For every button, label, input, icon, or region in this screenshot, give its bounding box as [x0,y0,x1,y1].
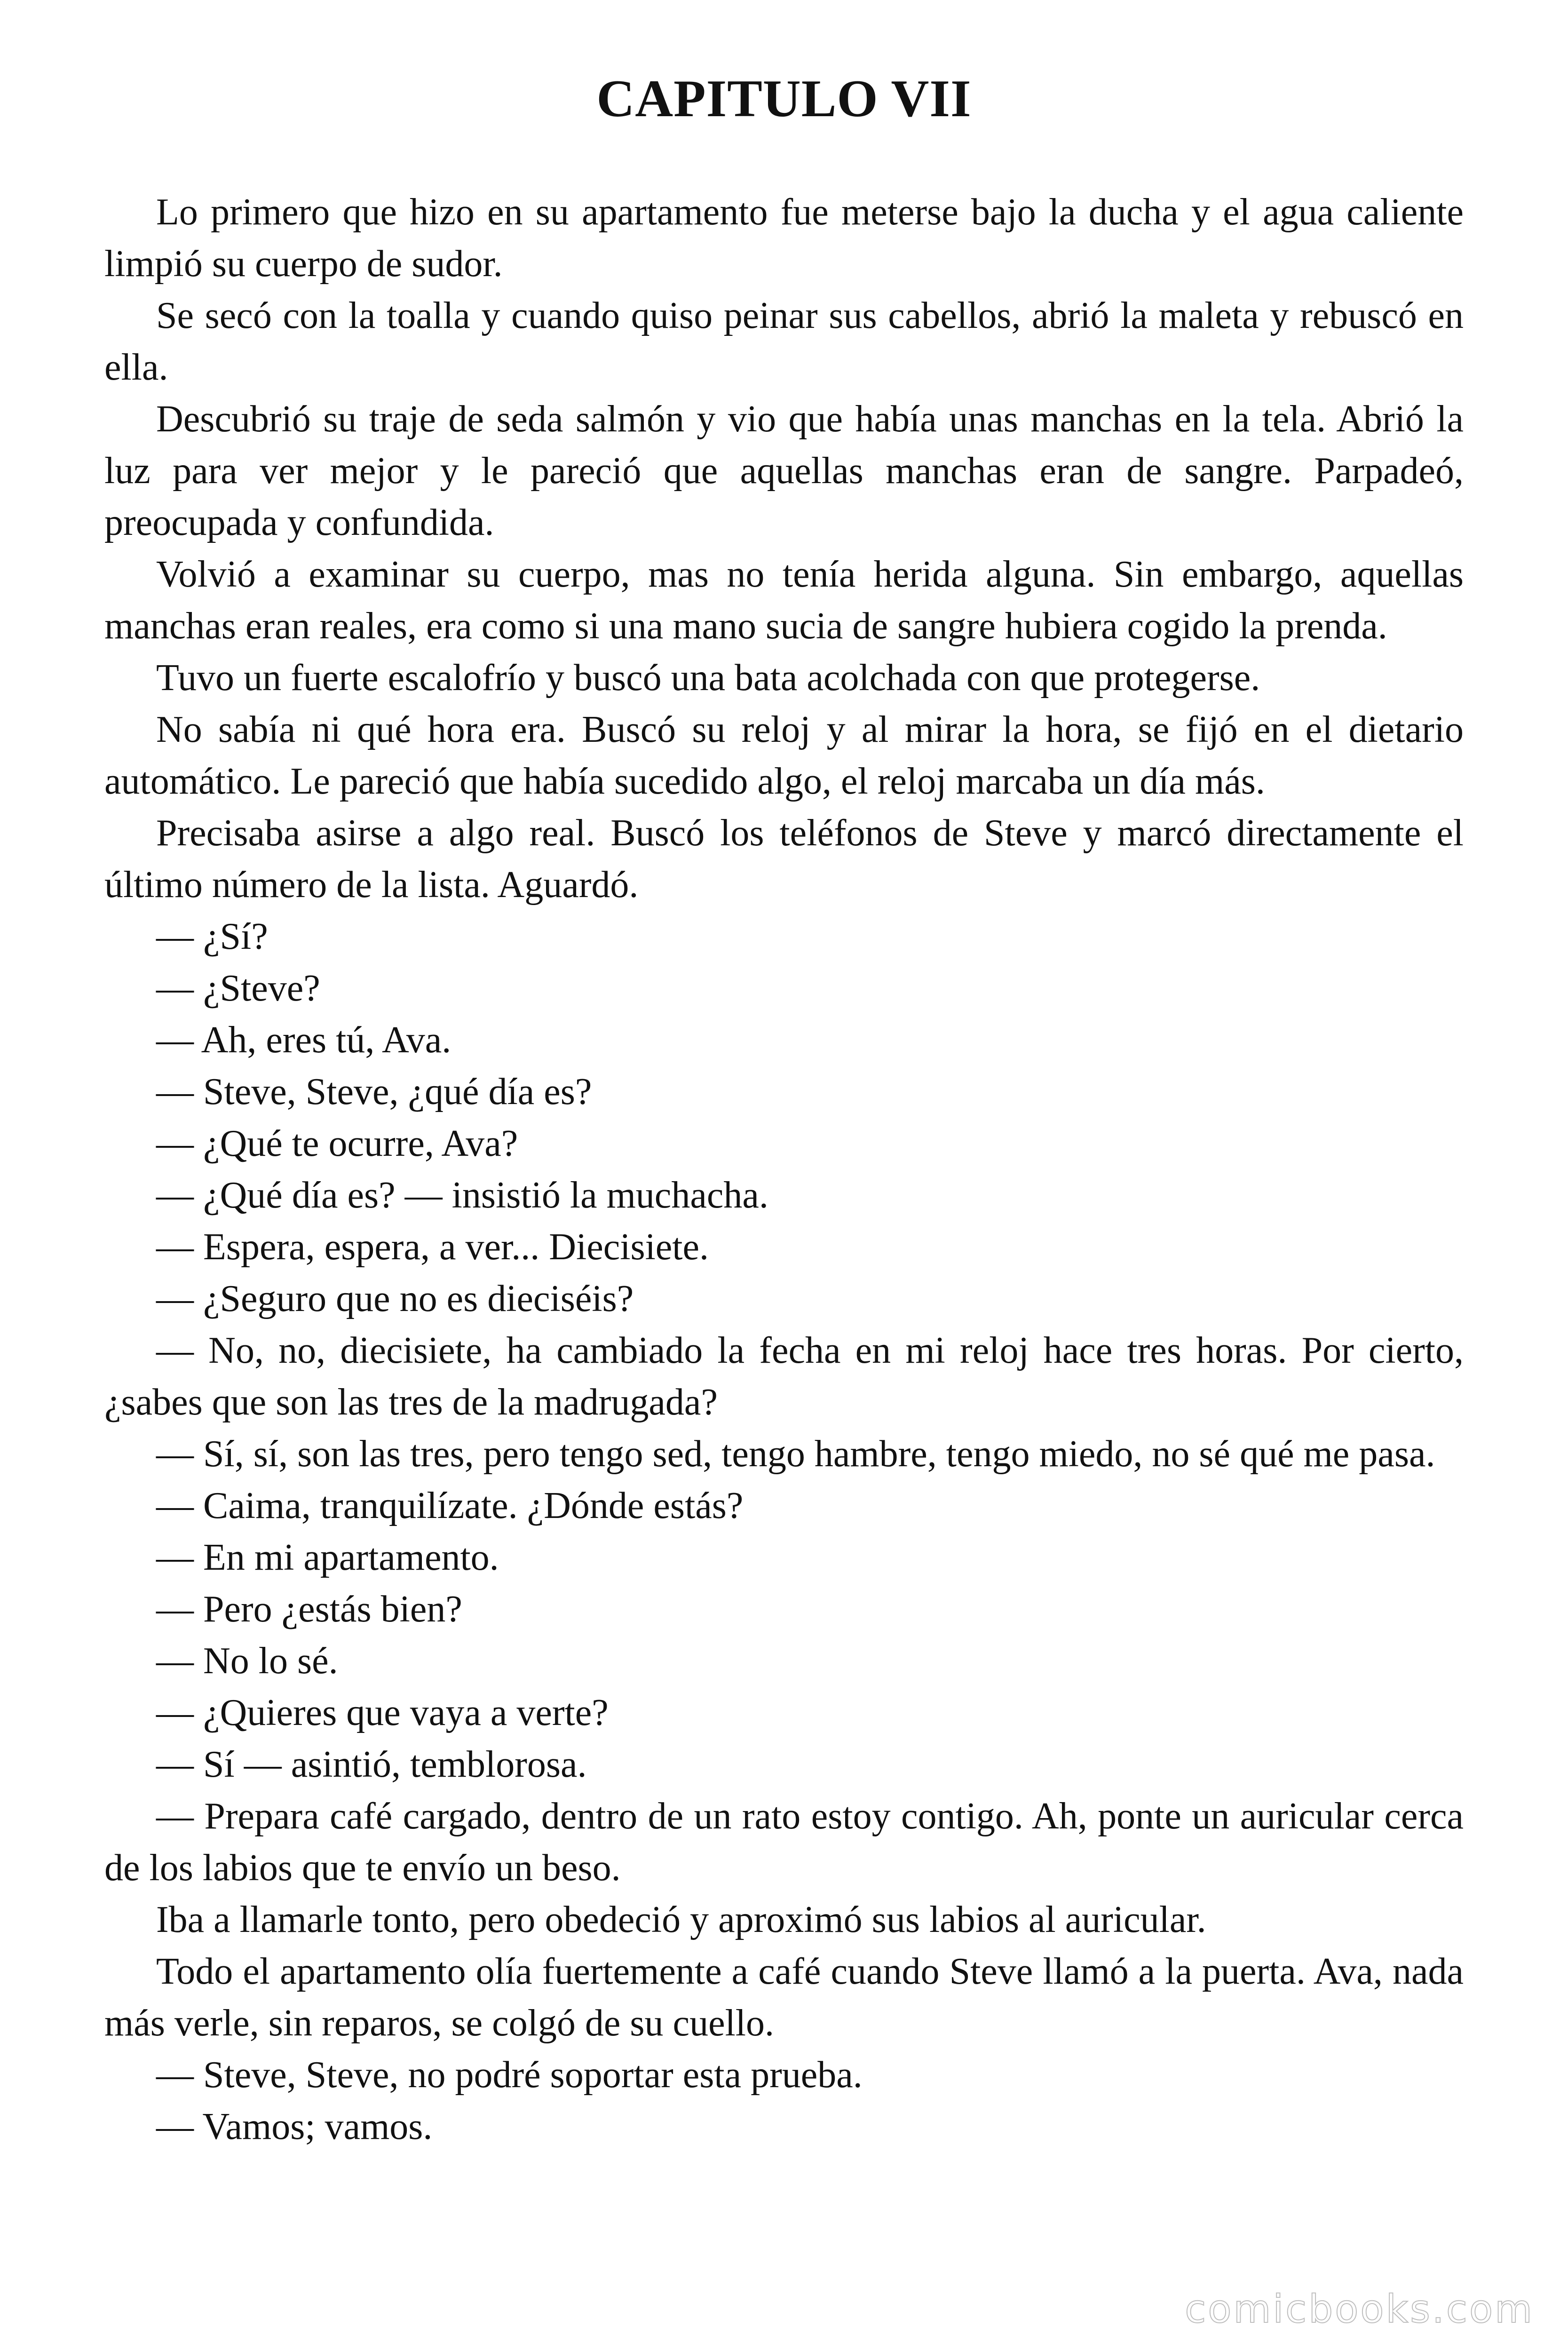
paragraph: Volvió a examinar su cuerpo, mas no tenía herida alguna. Sin embargo, aquellas manchas eran reales, era como si una mano sucia de sangre hubiera cogido la prenda. [104,554,1464,647]
dialogue-line: — ¿Quieres que vaya a verte? [156,1692,609,1733]
dialogue-line: — Pero ¿estás bien? [156,1589,462,1630]
dialogue-line: — En mi apartamento. [156,1537,499,1578]
dialogue-line: — Vamos; vamos. [156,2106,433,2147]
dialogue-line: — Caima, tranquilízate. ¿Dónde estás? [156,1485,744,1526]
dialogue-line: — ¿Sí? [156,916,268,957]
watermark: comicbooks.com [1185,2287,1534,2332]
chapter-body [104,186,1464,2153]
chapter-title: CAPITULO VII [596,70,972,128]
paragraph: Se secó con la toalla y cuando quiso peinar sus cabellos, abrió la maleta y rebuscó en ella. [104,295,1464,388]
paragraph: Iba a llamarle tonto, pero obedeció y aproximó sus labios al auricular. [156,1899,1206,1940]
paragraph: Descubrió su traje de seda salmón y vio que había unas manchas en la tela. Abrió la luz para ver mejor y le pareció que aquellas manchas eran de sangre. Parpadeó, preocupada y confundida. [104,398,1464,543]
paragraph: Tuvo un fuerte escalofrío y buscó una bata acolchada con que protegerse. [156,657,1260,699]
dialogue-line: — Espera, espera, a ver... Diecisiete. [156,1226,709,1268]
paragraph: Precisaba asirse a algo real. Buscó los teléfonos de Steve y marcó directamente el último número de la lista. Aguardó. [104,812,1464,906]
dialogue-line: — ¿Steve? [156,968,320,1009]
dialogue-line: — Steve, Steve, ¿qué día es? [156,1071,592,1112]
dialogue-line: — Sí, sí, son las tres, pero tengo sed, tengo hambre, tengo miedo, no sé qué me pasa. [156,1433,1435,1475]
dialogue-line: — Prepara café cargado, dentro de un rato estoy contigo. Ah, ponte un auricular cerca de los labios que te envío un beso. [104,1796,1464,1889]
dialogue-line: — Sí — asintió, temblorosa. [156,1744,587,1785]
dialogue-line: — Steve, Steve, no podré soportar esta prueba. [156,2054,863,2096]
dialogue-line: — Ah, eres tú, Ava. [156,1019,451,1061]
paragraph: Lo primero que hizo en su apartamento fue meterse bajo la ducha y el agua caliente limpió su cuerpo de sudor. [104,191,1464,285]
dialogue-line: — ¿Qué día es? — insistió la muchacha. [156,1175,768,1216]
dialogue-line: — No lo sé. [156,1640,338,1682]
dialogue-line: — ¿Qué te ocurre, Ava? [156,1123,518,1164]
dialogue-line: — ¿Seguro que no es dieciséis? [156,1278,634,1319]
paragraph: Todo el apartamento olía fuertemente a café cuando Steve llamó a la puerta. Ava, nada más verle, sin reparos, se colgó de su cuello. [104,1951,1464,2044]
dialogue-line: — No, no, diecisiete, ha cambiado la fecha en mi reloj hace tres horas. Por cierto, ¿sabes que son las tres de la madrugada? [104,1330,1464,1423]
paragraph: No sabía ni qué hora era. Buscó su reloj y al mirar la hora, se fijó en el dietario automático. Le pareció que había sucedido algo, el reloj marcaba un día más. [104,709,1464,802]
